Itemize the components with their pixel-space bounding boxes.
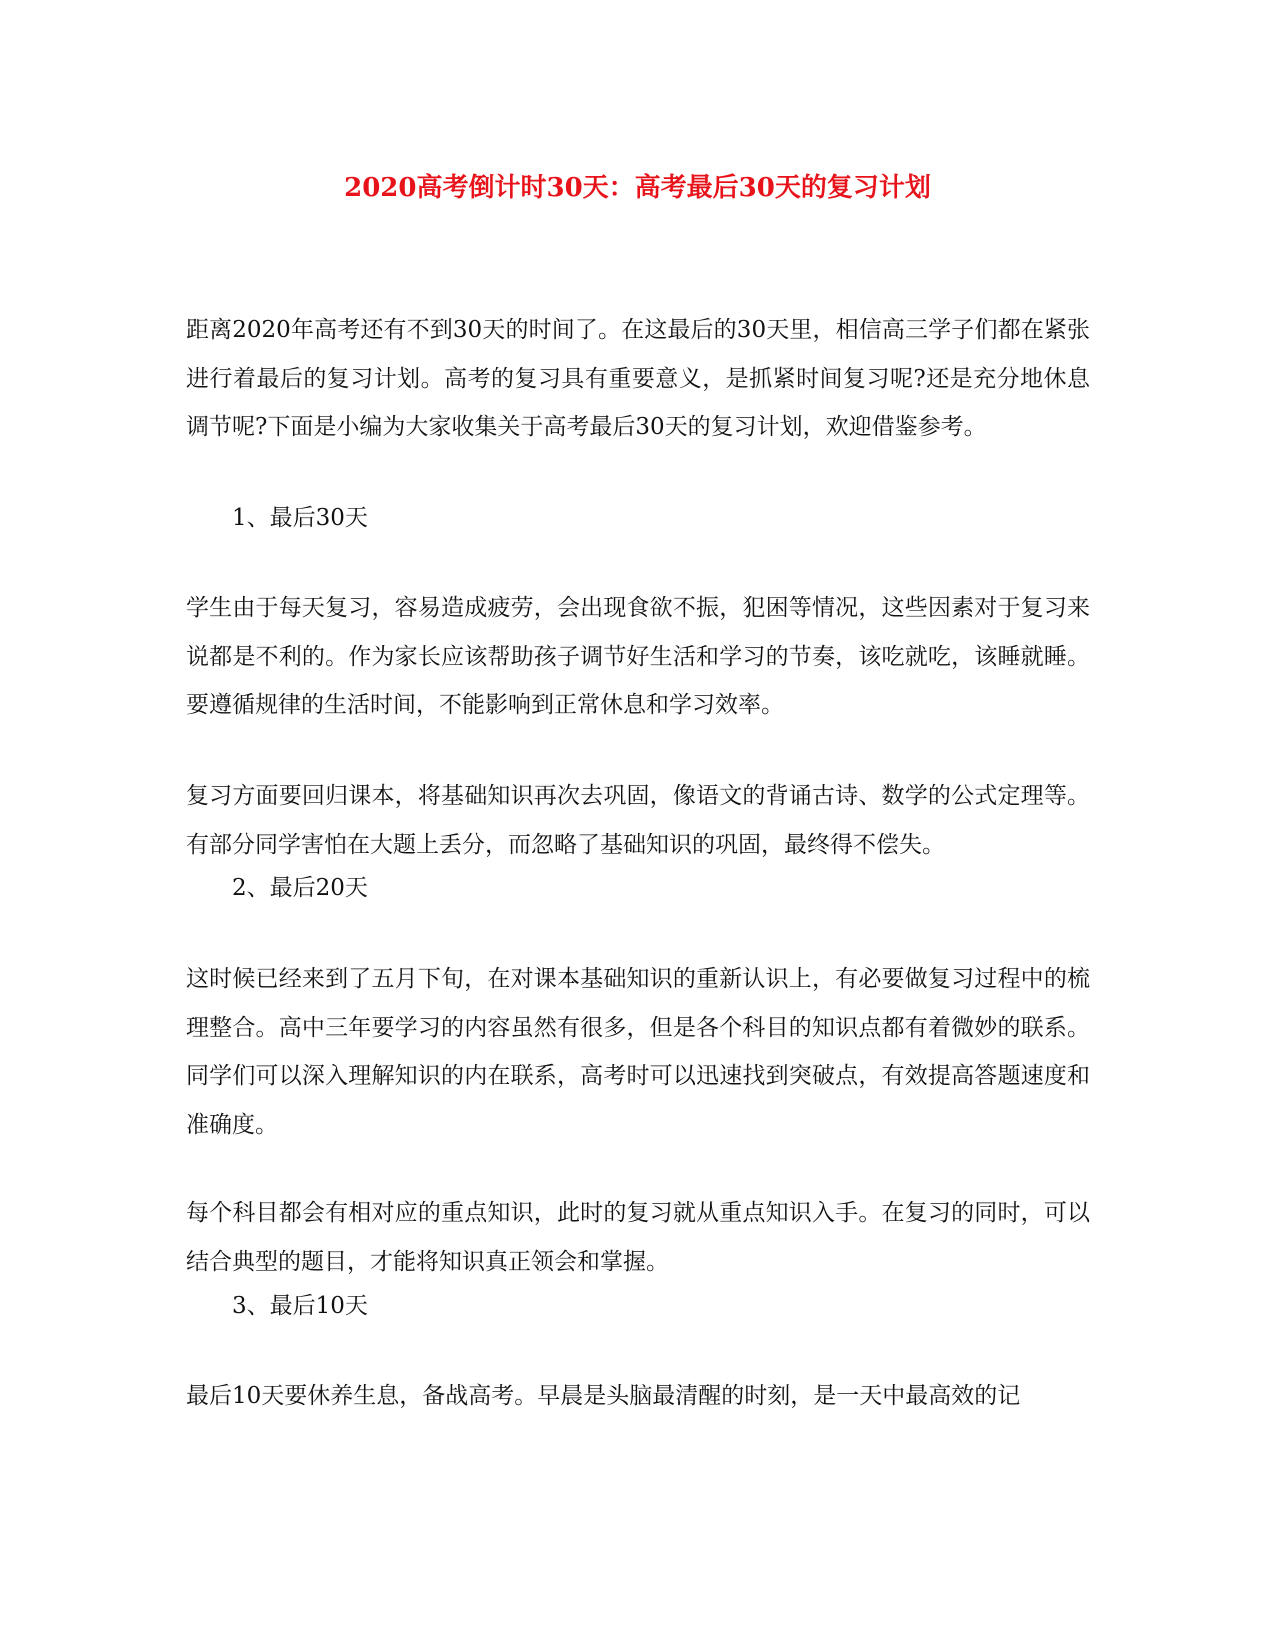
document-title: 2020高考倒计时30天：高考最后30天的复习计划 xyxy=(344,173,931,203)
section-heading-2: 2、最后20天 xyxy=(232,875,368,901)
section-1-paragraph-2: 复习方面要回归课本，将基础知识再次去巩固，像语文的背诵古诗、数学的公式定理等。有部分同学害怕在大题上丢分，而忽略了基础知识的巩固，最终得不偿失。 xyxy=(186,783,1090,858)
intro-paragraph: 距离2020年高考还有不到30天的时间了。在这最后的30天里，相信高三学子们都在紧张进行着最后的复习计划。高考的复习具有重要意义，是抓紧时间复习呢?还是充分地休息调节呢?下面是小编为大家收集关于高考最后30天的复习计划，欢迎借鉴参考。 xyxy=(186,317,1090,440)
section-1-paragraph-1: 学生由于每天复习，容易造成疲劳，会出现食欲不振，犯困等情况，这些因素对于复习来说都是不利的。作为家长应该帮助孩子调节好生活和学习的节奏，该吃就吃，该睡就睡。要遵循规律的生活时间，不能影响到正常休息和学习效率。 xyxy=(186,595,1090,718)
section-2-paragraph-2: 每个科目都会有相对应的重点知识，此时的复习就从重点知识入手。在复习的同时，可以结合典型的题目，才能将知识真正领会和掌握。 xyxy=(186,1200,1090,1275)
section-heading-1: 1、最后30天 xyxy=(232,505,368,531)
section-2-paragraph-1: 这时候已经来到了五月下旬，在对课本基础知识的重新认识上，有必要做复习过程中的梳理整合。高中三年要学习的内容虽然有很多，但是各个科目的知识点都有着微妙的联系。同学们可以深入理解知识的内在联系，高考时可以迅速找到突破点，有效提高答题速度和准确度。 xyxy=(186,966,1090,1138)
section-3-paragraph-1: 最后10天要休养生息，备战高考。早晨是头脑最清醒的时刻，是一天中最高效的记 xyxy=(186,1383,1021,1409)
section-heading-3: 3、最后10天 xyxy=(232,1293,368,1319)
